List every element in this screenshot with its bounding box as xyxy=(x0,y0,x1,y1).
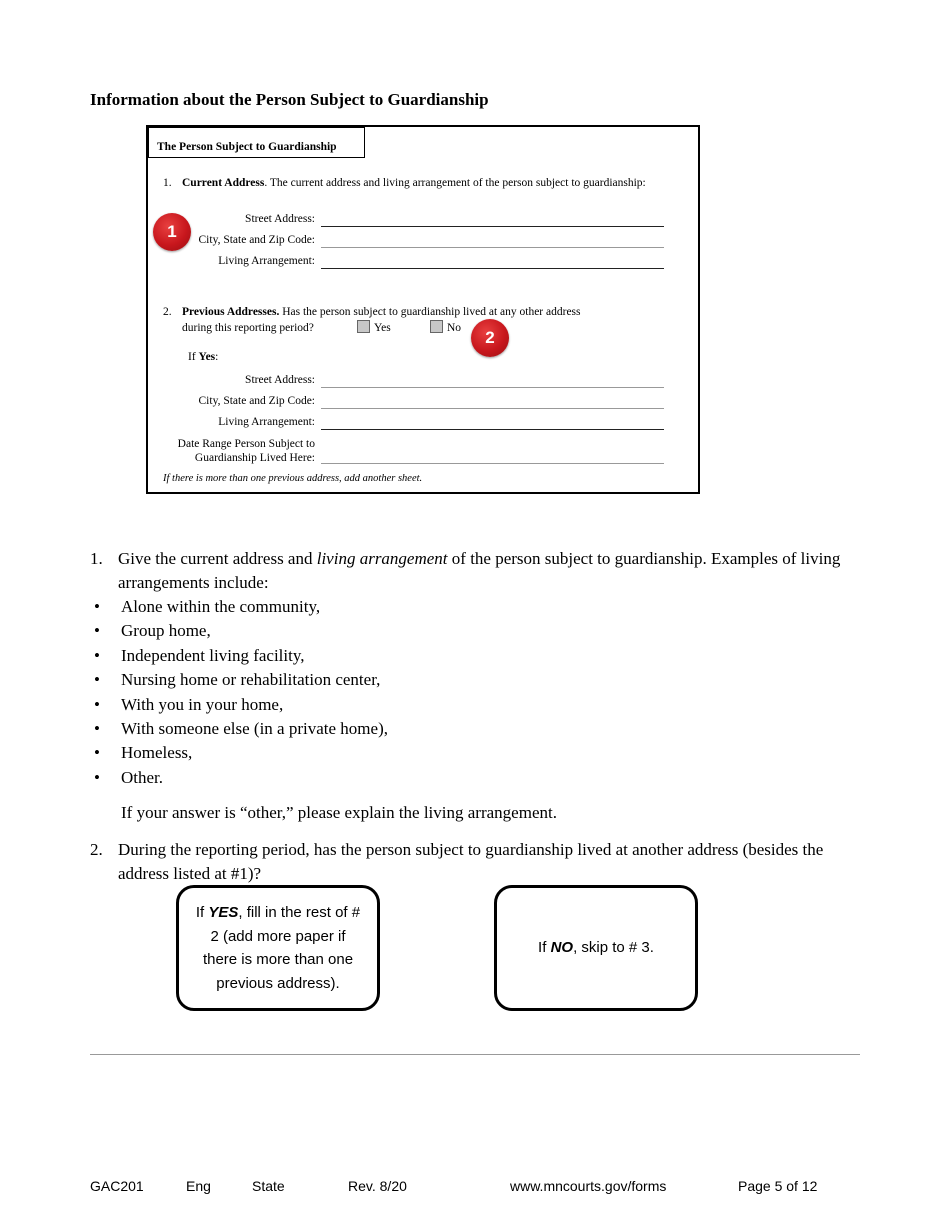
q2-description: Has the person subject to guardianship lived at any other address xyxy=(279,306,581,318)
callout-yes-prefix: If xyxy=(195,904,209,921)
q2-title: Previous Addresses. xyxy=(182,306,280,318)
footer-url[interactable]: www.mncourts.gov/forms xyxy=(510,1178,667,1194)
instruction-1-number: 1. xyxy=(90,549,103,568)
form-header: The Person Subject to Guardianship xyxy=(148,127,365,158)
footer-language: Eng xyxy=(186,1178,211,1194)
q1-description: . The current address and living arrangement of the person subject to guardianship: xyxy=(264,177,646,189)
date-range-label-2: Guardianship Lived Here: xyxy=(194,452,315,464)
callout-no-keyword: NO xyxy=(550,939,574,957)
footer-page-number: Page 5 of 12 xyxy=(738,1178,818,1194)
yes-checkbox[interactable] xyxy=(357,320,370,333)
list-item: • Independent living facility, xyxy=(90,644,860,668)
form-preview-box xyxy=(146,125,700,494)
footer-form-id: GAC201 xyxy=(90,1178,144,1194)
q1-living-line xyxy=(321,268,664,269)
instruction-1-text-before: Give the current address and xyxy=(118,549,317,568)
instruction-2-number: 2. xyxy=(90,840,103,859)
q1-city-label: City, State and Zip Code: xyxy=(198,234,315,246)
list-item: • Nursing home or rehabilitation center, xyxy=(90,668,860,692)
q1-number: 1. xyxy=(163,177,172,189)
if-suffix: : xyxy=(215,351,219,363)
q1-title: Current Address xyxy=(182,177,265,189)
if-yes-callout-text xyxy=(193,901,363,995)
date-range-label-1: Date Range Person Subject to xyxy=(177,438,315,450)
list-item: • With someone else (in a private home), xyxy=(90,717,860,741)
q2-street-label: Street Address: xyxy=(245,374,315,386)
q1-street-line xyxy=(321,226,664,227)
living-arrangement-list xyxy=(90,595,860,790)
if-yes-label xyxy=(188,350,218,364)
yes-label: Yes xyxy=(374,322,391,334)
if-no-callout xyxy=(494,885,698,1011)
list-item: • With you in your home, xyxy=(90,693,860,717)
q1-street-label: Street Address: xyxy=(245,213,315,225)
footer-divider xyxy=(90,1054,860,1055)
instruction-1-text-after: of the person subject to guardianship. Examples of living arrangements include: xyxy=(118,549,841,592)
callout-no-prefix: If xyxy=(538,939,551,957)
if-no-callout-text xyxy=(538,936,654,960)
q1-city-line xyxy=(321,247,664,248)
form-note: If there is more than one previous address, add another sheet. xyxy=(163,473,423,484)
q2-street-line xyxy=(321,387,664,388)
callout-badge-2: 2 xyxy=(471,319,509,357)
q2-city-line xyxy=(321,408,664,409)
callout-badge-1: 1 xyxy=(153,213,191,251)
instruction-1 xyxy=(90,547,860,790)
other-note: If your answer is “other,” please explain the living arrangement. xyxy=(121,803,557,822)
section-title: Information about the Person Subject to Guardianship xyxy=(90,90,489,109)
instruction-1-text xyxy=(118,547,860,595)
instruction-2 xyxy=(90,838,860,886)
q2-text xyxy=(182,305,662,319)
list-item: • Other. xyxy=(90,766,860,790)
if-yes-callout xyxy=(176,885,380,1011)
q2-city-label: City, State and Zip Code: xyxy=(198,395,315,407)
instruction-1-text-italic: living arrangement xyxy=(316,549,448,568)
q1-living-label: Living Arrangement: xyxy=(218,255,315,267)
footer-revision: Rev. 8/20 xyxy=(348,1178,407,1194)
callout-yes-keyword: YES xyxy=(208,904,239,921)
footer-jurisdiction: State xyxy=(252,1178,285,1194)
list-item: • Homeless, xyxy=(90,741,860,765)
date-range-line xyxy=(321,463,664,464)
list-item: • Group home, xyxy=(90,619,860,643)
list-item: • Alone within the community, xyxy=(90,595,860,619)
no-label: No xyxy=(447,322,462,334)
q2-living-line xyxy=(321,429,664,430)
q2-number: 2. xyxy=(163,306,172,318)
instruction-2-text: During the reporting period, has the person subject to guardianship lived at another address (besides the address listed at #1)? xyxy=(118,840,824,883)
q1-text xyxy=(182,176,652,190)
no-checkbox[interactable] xyxy=(430,320,443,333)
q2-text-line2: during this reporting period? xyxy=(182,322,314,334)
callout-yes-suffix: , fill in the rest of # 2 (add more paper if there is more than one previous address). xyxy=(202,904,361,992)
callout-no-suffix: , skip to # 3. xyxy=(573,939,654,957)
if-yes-keyword: Yes xyxy=(198,351,216,363)
if-prefix: If xyxy=(188,351,199,363)
q2-living-label: Living Arrangement: xyxy=(218,416,315,428)
